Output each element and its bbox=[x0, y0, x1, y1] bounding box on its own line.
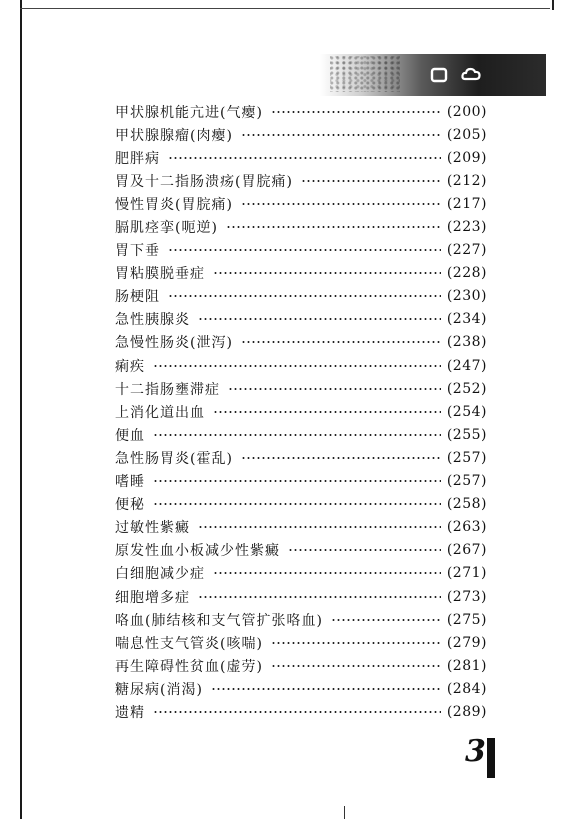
corner-mark bbox=[552, 0, 554, 10]
table-of-contents bbox=[115, 100, 487, 724]
toc-leader-dots bbox=[168, 249, 441, 251]
cloud-glyph-icon bbox=[460, 64, 482, 86]
toc-leader-dots bbox=[241, 457, 441, 459]
toc-entry-title: 胃及十二指肠溃疡(胃脘痛) bbox=[115, 173, 293, 190]
toc-entry bbox=[115, 562, 487, 585]
toc-entry-page: (238) bbox=[446, 334, 487, 351]
toc-entry-title: 急性胰腺炎 bbox=[115, 312, 190, 329]
toc-leader-dots bbox=[271, 111, 441, 113]
toc-leader-dots bbox=[153, 503, 441, 505]
toc-entry bbox=[115, 192, 487, 215]
toc-entry bbox=[115, 608, 487, 631]
toc-entry-page: (205) bbox=[446, 126, 487, 143]
toc-entry bbox=[115, 631, 487, 654]
toc-entry-title: 再生障碍性贫血(虚劳) bbox=[115, 658, 263, 675]
square-glyph-icon bbox=[428, 64, 450, 86]
toc-entry-title: 甲状腺腺瘤(肉瘿) bbox=[115, 127, 233, 144]
toc-entry bbox=[115, 262, 487, 285]
page-left-edge bbox=[20, 0, 22, 819]
toc-entry-title: 急慢性肠炎(泄泻) bbox=[115, 335, 233, 352]
toc-entry bbox=[115, 423, 487, 446]
toc-leader-dots bbox=[153, 365, 441, 367]
toc-leader-dots bbox=[168, 295, 441, 297]
toc-entry bbox=[115, 446, 487, 469]
toc-entry-page: (200) bbox=[446, 103, 487, 120]
top-rule bbox=[20, 8, 550, 9]
toc-entry-page: (234) bbox=[446, 311, 487, 328]
toc-entry-page: (212) bbox=[446, 172, 487, 189]
toc-leader-dots bbox=[213, 411, 441, 413]
toc-entry-page: (279) bbox=[446, 634, 487, 651]
bottom-tick-mark bbox=[344, 806, 345, 819]
toc-leader-dots bbox=[153, 434, 441, 436]
toc-entry-title: 糖尿病(消渴) bbox=[115, 681, 203, 698]
toc-entry-title: 肥胖病 bbox=[115, 150, 160, 167]
toc-entry bbox=[115, 146, 487, 169]
toc-leader-dots bbox=[288, 549, 441, 551]
toc-leader-dots bbox=[198, 596, 441, 598]
toc-entry bbox=[115, 654, 487, 677]
page-number-bar bbox=[487, 738, 495, 778]
toc-entry-title: 白细胞减少症 bbox=[115, 566, 205, 583]
toc-leader-dots bbox=[271, 665, 441, 667]
toc-entry-page: (228) bbox=[446, 265, 487, 282]
toc-entry-title: 急性肠胃炎(霍乱) bbox=[115, 450, 233, 467]
toc-entry bbox=[115, 539, 487, 562]
toc-entry-page: (217) bbox=[446, 195, 487, 212]
toc-leader-dots bbox=[211, 688, 441, 690]
toc-entry-title: 便秘 bbox=[115, 497, 145, 514]
toc-entry bbox=[115, 123, 487, 146]
toc-entry-title: 慢性胃炎(胃脘痛) bbox=[115, 196, 233, 213]
toc-leader-dots bbox=[213, 272, 441, 274]
toc-entry-page: (275) bbox=[446, 611, 487, 628]
toc-entry-page: (223) bbox=[446, 219, 487, 236]
toc-entry-page: (209) bbox=[446, 149, 487, 166]
toc-entry-page: (284) bbox=[446, 680, 487, 697]
toc-leader-dots bbox=[241, 134, 441, 136]
toc-entry-title: 咯血(肺结核和支气管扩张咯血) bbox=[115, 612, 323, 629]
toc-entry-title: 喘息性支气管炎(咳喘) bbox=[115, 635, 263, 652]
toc-entry bbox=[115, 331, 487, 354]
toc-entry bbox=[115, 516, 487, 539]
toc-entry-page: (247) bbox=[446, 357, 487, 374]
toc-leader-dots bbox=[241, 203, 441, 205]
toc-entry bbox=[115, 493, 487, 516]
toc-entry-title: 肠梗阻 bbox=[115, 289, 160, 306]
toc-leader-dots bbox=[198, 526, 441, 528]
toc-entry bbox=[115, 354, 487, 377]
toc-entry-page: (267) bbox=[446, 542, 487, 559]
toc-entry bbox=[115, 169, 487, 192]
toc-leader-dots bbox=[153, 480, 441, 482]
toc-entry bbox=[115, 215, 487, 238]
toc-leader-dots bbox=[241, 341, 441, 343]
toc-entry-page: (271) bbox=[446, 565, 487, 582]
toc-entry-title: 原发性血小板减少性紫癜 bbox=[115, 543, 280, 560]
toc-leader-dots bbox=[331, 619, 441, 621]
toc-entry-title: 嗜睡 bbox=[115, 474, 145, 491]
toc-leader-dots bbox=[228, 388, 441, 390]
toc-entry-page: (257) bbox=[446, 473, 487, 490]
toc-entry-title: 细胞增多症 bbox=[115, 589, 190, 606]
toc-leader-dots bbox=[271, 642, 441, 644]
toc-entry-title: 上消化道出血 bbox=[115, 404, 205, 421]
toc-entry-title: 痢疾 bbox=[115, 358, 145, 375]
toc-entry-page: (281) bbox=[446, 657, 487, 674]
toc-entry-page: (263) bbox=[446, 519, 487, 536]
page-number: 3 bbox=[465, 734, 486, 769]
toc-leader-dots bbox=[168, 157, 441, 159]
toc-entry bbox=[115, 585, 487, 608]
toc-entry bbox=[115, 239, 487, 262]
toc-entry-page: (252) bbox=[446, 380, 487, 397]
toc-entry-page: (255) bbox=[446, 426, 487, 443]
toc-entry bbox=[115, 377, 487, 400]
toc-entry bbox=[115, 470, 487, 493]
toc-entry-page: (257) bbox=[446, 449, 487, 466]
toc-entry-page: (230) bbox=[446, 288, 487, 305]
toc-entry-title: 过敏性紫癜 bbox=[115, 520, 190, 537]
toc-entry-page: (289) bbox=[446, 703, 487, 720]
toc-entry-page: (273) bbox=[446, 588, 487, 605]
toc-leader-dots bbox=[213, 572, 441, 574]
toc-entry bbox=[115, 700, 487, 723]
toc-entry-title: 甲状腺机能亢进(气瘿) bbox=[115, 104, 263, 121]
toc-entry bbox=[115, 100, 487, 123]
toc-entry bbox=[115, 677, 487, 700]
toc-leader-dots bbox=[153, 711, 441, 713]
toc-entry-page: (227) bbox=[446, 242, 487, 259]
header-band-texture bbox=[330, 56, 400, 92]
toc-entry-title: 便血 bbox=[115, 427, 145, 444]
toc-entry-title: 十二指肠壅滞症 bbox=[115, 381, 220, 398]
toc-entry-title: 膈肌痉挛(呃逆) bbox=[115, 220, 218, 237]
toc-entry-title: 胃粘膜脱垂症 bbox=[115, 266, 205, 283]
toc-entry bbox=[115, 400, 487, 423]
toc-entry-title: 胃下垂 bbox=[115, 243, 160, 260]
toc-entry-page: (254) bbox=[446, 403, 487, 420]
toc-entry-title: 遗精 bbox=[115, 704, 145, 721]
toc-leader-dots bbox=[226, 226, 441, 228]
toc-leader-dots bbox=[198, 318, 441, 320]
toc-leader-dots bbox=[301, 180, 441, 182]
toc-entry-page: (258) bbox=[446, 496, 487, 513]
toc-entry bbox=[115, 308, 487, 331]
toc-entry bbox=[115, 285, 487, 308]
